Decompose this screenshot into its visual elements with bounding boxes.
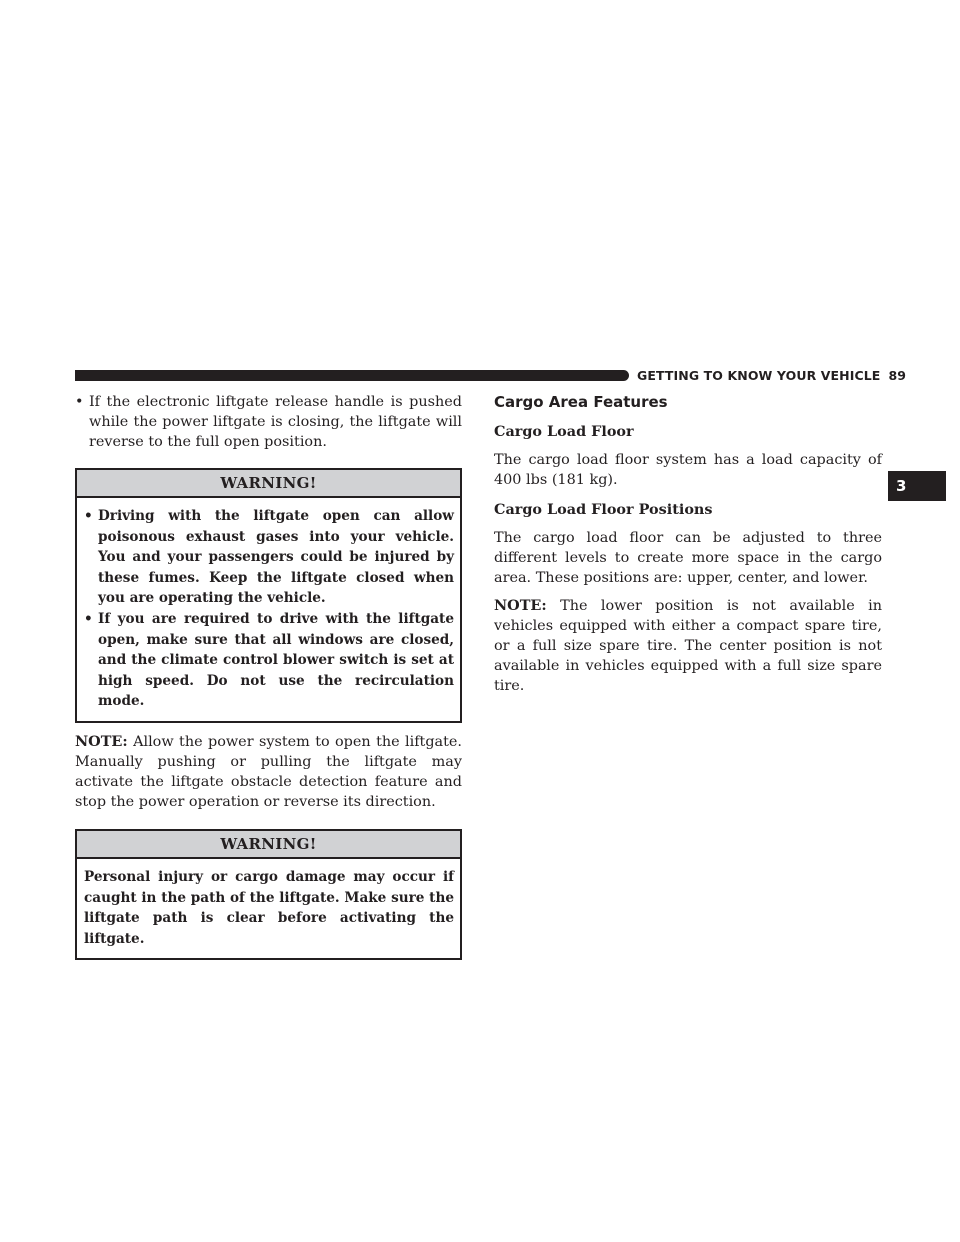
warning-item-text: Driving with the liftgate open can allow poisonous exhaust gases into your vehicle. You and your passengers could be injured by these fumes. Keep the liftgate closed when you are operating the vehicle.: [98, 508, 454, 607]
header-rule: [75, 370, 629, 381]
note-paragraph: [75, 732, 462, 812]
note-label: NOTE:: [75, 732, 128, 750]
warning-box: [75, 829, 462, 960]
section-title: GETTING TO KNOW YOUR VEHICLE: [637, 368, 881, 383]
note-paragraph: [494, 596, 882, 696]
warning-text: Personal injury or cargo damage may occur if caught in the path of the liftgate. Make sure the liftgate path is clear before activating the liftgate.: [84, 868, 454, 947]
bullet-icon: •: [84, 610, 93, 627]
warning-item-text: If you are required to drive with the liftgate open, make sure that all windows are closed, and the climate control blower switch is set at high speed. Do not use the recirculation mode.: [98, 610, 454, 710]
list-item: [75, 392, 462, 452]
warning-item: [84, 506, 454, 609]
warning-item: [84, 609, 454, 712]
chapter-tab: 3: [888, 471, 946, 501]
left-column: [75, 392, 462, 960]
subheading: Cargo Load Floor Positions: [494, 501, 713, 518]
paragraph: The cargo load floor system has a load capacity of 400 lbs (181 kg).: [494, 452, 882, 488]
note-text: Allow the power system to open the liftgate. Manually pushing or pulling the liftgate may activate the liftgate obstacle detection feature and stop the power operation or reverse its direction.: [75, 733, 462, 810]
warning-body: [77, 498, 460, 721]
section-heading: Cargo Area Features: [494, 393, 668, 411]
warning-box: [75, 468, 462, 723]
running-header: [637, 368, 907, 384]
bullet-icon: •: [84, 508, 93, 524]
list-item-text: If the electronic liftgate release handle is pushed while the power liftgate is closing, the liftgate will reverse to the full open position.: [89, 394, 462, 450]
note-label: NOTE:: [494, 597, 547, 614]
page-number: 89: [888, 368, 907, 383]
subheading: Cargo Load Floor: [494, 423, 634, 440]
warning-title: WARNING!: [77, 470, 460, 498]
right-column: [494, 392, 882, 696]
warning-title: WARNING!: [77, 831, 460, 859]
note-text: The lower position is not available in vehicles equipped with either a compact spare tire, or a full size spare tire. The center position is not available in vehicles equipped with a full size spare tire.: [494, 598, 883, 694]
bullet-icon: •: [75, 394, 84, 410]
paragraph: The cargo load floor can be adjusted to three different levels to create more space in the cargo area. These positions are: upper, center, and lower.: [494, 530, 882, 586]
warning-body: [77, 859, 460, 958]
